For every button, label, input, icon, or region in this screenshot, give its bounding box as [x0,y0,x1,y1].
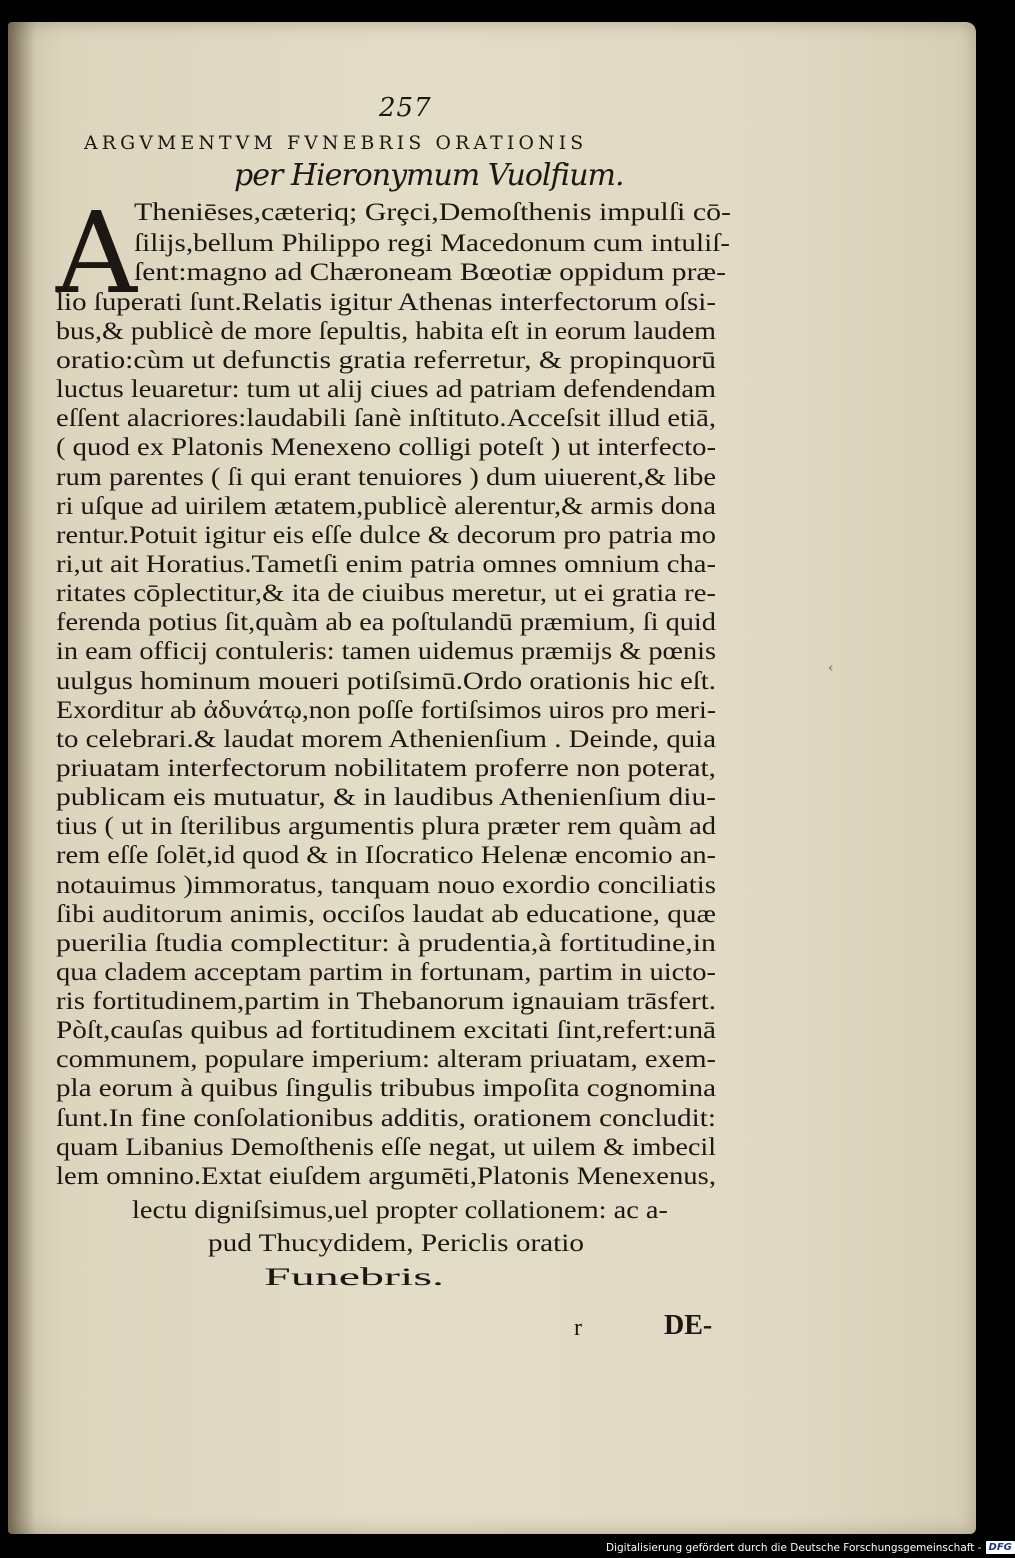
paper-speck: ‹ [828,660,834,676]
text-line: rum parentes ( ſi qui erant tenuiores ) dum uiuerent,& libe [56,464,716,491]
text-line: puerilia ſtudia complectitur: à prudentia,à fortitudine,in [56,930,716,957]
text-line: quam Libanius Demoſthenis eſſe negat, ut uilem & imbecil [56,1134,716,1161]
heading-title: ARGVMENTVM FVNEBRIS ORATIONIS [84,132,588,154]
text-line: eſſent alacriores:laudabili ſanè inſtituto.Acceſsit illud etiā, [56,405,716,432]
text-line: ſilijs,bellum Philippo regi Macedonum cum intuliſ- [134,230,730,257]
text-line: bus,& publicè de more ſepultis, habita eſt in eorum laudem [56,318,716,345]
text-line: Pòſt,cauſas quibus ad fortitudinem excitati ſint,refert:unā [56,1017,716,1044]
text-line: Exorditur ab ἀδυνάτῳ,non poſſe fortiſsimos uiros pro meri- [56,697,716,724]
text-line: notauimus )immoratus, tanquam nouo exordio conciliatis [56,872,716,899]
text-line: priuatam interfectorum nobilitatem proferre non poterat, [56,755,717,782]
heading-author: per Hieronymum Vuolfium. [234,158,624,193]
text-line: tius ( ut in ſterilibus argumentis plura præter rem quàm ad [56,813,716,840]
text-line: ſibi auditorum animis, occiſos laudat ab educatione, quæ [56,901,716,928]
text-line: uulgus hominum moueri potiſsimū.Ordo orationis hic eſt. [56,668,716,695]
text-line: ſent:magno ad Chæroneam Bœotiæ oppidum præ- [134,259,726,286]
text-line: pla eorum à quibus ſingulis tribubus impoſita cognomina [56,1075,717,1102]
text-line: publicam eis mutuatur, & in laudibus Athenienſium diu- [56,784,716,811]
text-line: lectu digniſsimus,uel propter collationem: ac a- [132,1197,668,1224]
text-line: ri,ut ait Horatius.Tametſi enim patria omnes omnium cha- [56,551,716,578]
text-line: ſunt.In fine conſolationibus additis, orationem concludit: [56,1105,716,1132]
page-gutter-shadow [8,22,36,1534]
text-line: ri uſque ad uirilem ætatem,publicè alerentur,& armis dona [56,493,716,520]
digitization-footer [606,1537,1012,1558]
text-line: pud Thucydidem, Periclis oratio [208,1230,584,1257]
text-line: luctus leuaretur: tum ut alij ciues ad patriam defendendam [56,376,716,403]
text-line: rentur.Potuit igitur eis eſſe dulce & decorum pro patria mo [56,522,716,549]
drop-capital: A [56,189,137,319]
text-line: lio ſuperati ſunt.Relatis igitur Athenas interfectorum oſsi- [56,289,716,316]
text-line: rem eſſe ſolēt,id quod & in Iſocratico Helenæ encomio an- [56,842,716,869]
text-line: to celebrari.& laudat morem Athenienſium . Deinde, quia [56,726,716,753]
text-line: Theniēses,cæteriq; Grȩci,Demoſthenis impulſi cō- [134,199,731,226]
text-line: in eam officij contuleris: tamen uidemus præmijs & pœnis [56,638,716,665]
text-line: Funebris. [264,1264,444,1291]
footer-credit: Digitalisierung gefördert durch die Deutsche Forschungsgemeinschaft - [606,1541,982,1554]
page-number: 257 [379,93,432,123]
text-line: ris fortitudinem,partim in Thebanorum ignauiam trāsfert. [56,988,716,1015]
text-line: oratio:cùm ut defunctis gratia referretur, & propinquorū [56,347,716,374]
text-line: communem, populare imperium: alteram priuatam, exem- [56,1046,716,1073]
text-line: lem omnino.Extat eiuſdem argumēti,Platonis Menexenus, [56,1163,716,1190]
text-line: ( quod ex Platonis Menexeno colligi poteſt ) ut interfecto- [56,434,716,461]
text-line: ritates cōplectitur,& ita de ciuibus meretur, ut ei gratia re- [56,580,717,607]
text-line: ferenda potius ſit,quàm ab ea poſtulandū præmium, ſi quid [56,609,716,636]
dfg-logo-icon: DFG [986,1541,1015,1554]
catchword: DE- [664,1310,713,1341]
text-line: qua cladem acceptam partim in fortunam, partim in uicto- [56,959,716,986]
signature-mark: r [574,1315,582,1341]
